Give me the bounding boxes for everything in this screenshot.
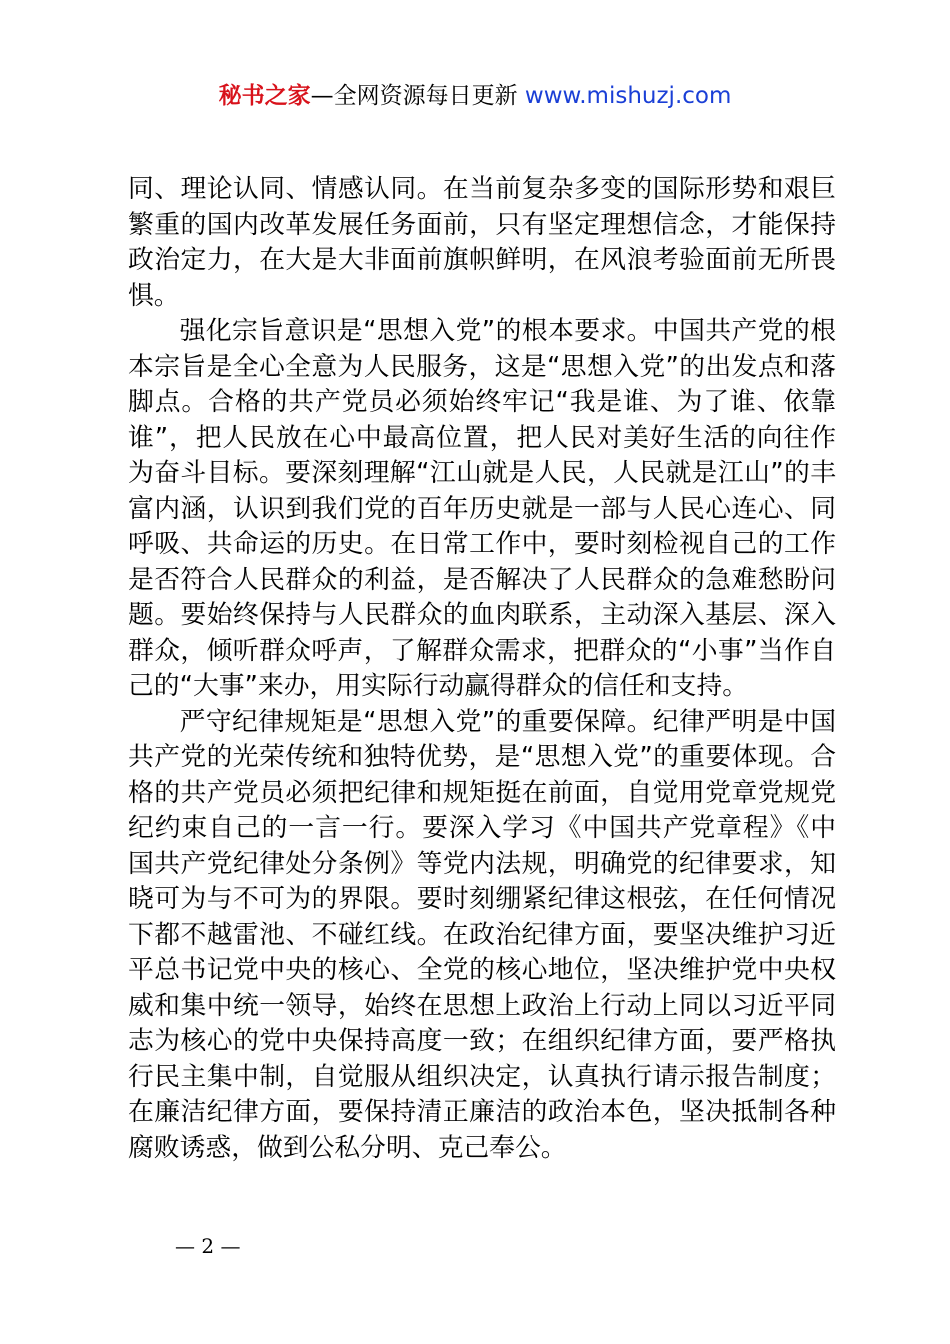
paragraph-discipline-rules: 严守纪律规矩是“思想入党”的重要保障。纪律严明是中国共产党的光荣传统和独特优势，是“思想入党”的重要体现。合格的共产党员必须把纪律和规矩挺在前面，自觉用党章党规党纪约束自己的一言一行。要深入学习《中国共产党章程》《中国共产党纪律处分条例》等党内法规，明确党的纪律要求，知晓可为与不可为的界限。要时刻绷紧纪律这根弦，在任何情况下都不越雷池、不碰红线。在政治纪律方面，要坚决维护习近平总书记党中央的核心、全党的核心地位，坚决维护党中央权威和集中统一领导，始终在思想上政治上行动上同以习近平同志为核心的党中央保持高度一致；在组织纪律方面，要严格执行民主集中制，自觉服从组织决定，认真执行请示报告制度；在廉洁纪律方面，要保持清正廉洁的政治本色，坚决抵制各种腐败诱惑，做到公私分明、克己奉公。 (128, 706, 836, 1163)
document-body (128, 172, 836, 1166)
site-tagline: —全网资源每日更新 (310, 83, 525, 109)
page-number: — 2 — (175, 1234, 241, 1258)
paragraph-purpose-awareness: 强化宗旨意识是“思想入党”的根本要求。中国共产党的根本宗旨是全心全意为人民服务，这是“思想入党”的出发点和落脚点。合格的共产党员必须始终牢记“我是谁、为了谁、依靠谁”，把人民放在心中最高位置，把人民对美好生活的向往作为奋斗目标。要深刻理解“江山就是人民，人民就是江山”的丰富内涵，认识到我们党的百年历史就是一部与人民心连心、同呼吸、共命运的历史。在日常工作中，要时刻检视自己的工作是否符合人民群众的利益，是否解决了人民群众的急难愁盼问题。要始终保持与人民群众的血肉联系，主动深入基层、深入群众，倾听群众呼声，了解群众需求，把群众的“小事”当作自己的“大事”来办，用实际行动赢得群众的信任和支持。 (128, 316, 836, 701)
paragraph-continuation: 同、理论认同、情感认同。在当前复杂多变的国际形势和艰巨繁重的国内改革发展任务面前，只有坚定理想信念，才能保持政治定力，在大是大非面前旗帜鲜明，在风浪考验面前无所畏惧。 (128, 174, 836, 311)
site-url-link[interactable]: www.mishuzj.com (524, 83, 732, 109)
site-header (0, 80, 950, 112)
site-brand: 秘书之家 (218, 83, 311, 109)
